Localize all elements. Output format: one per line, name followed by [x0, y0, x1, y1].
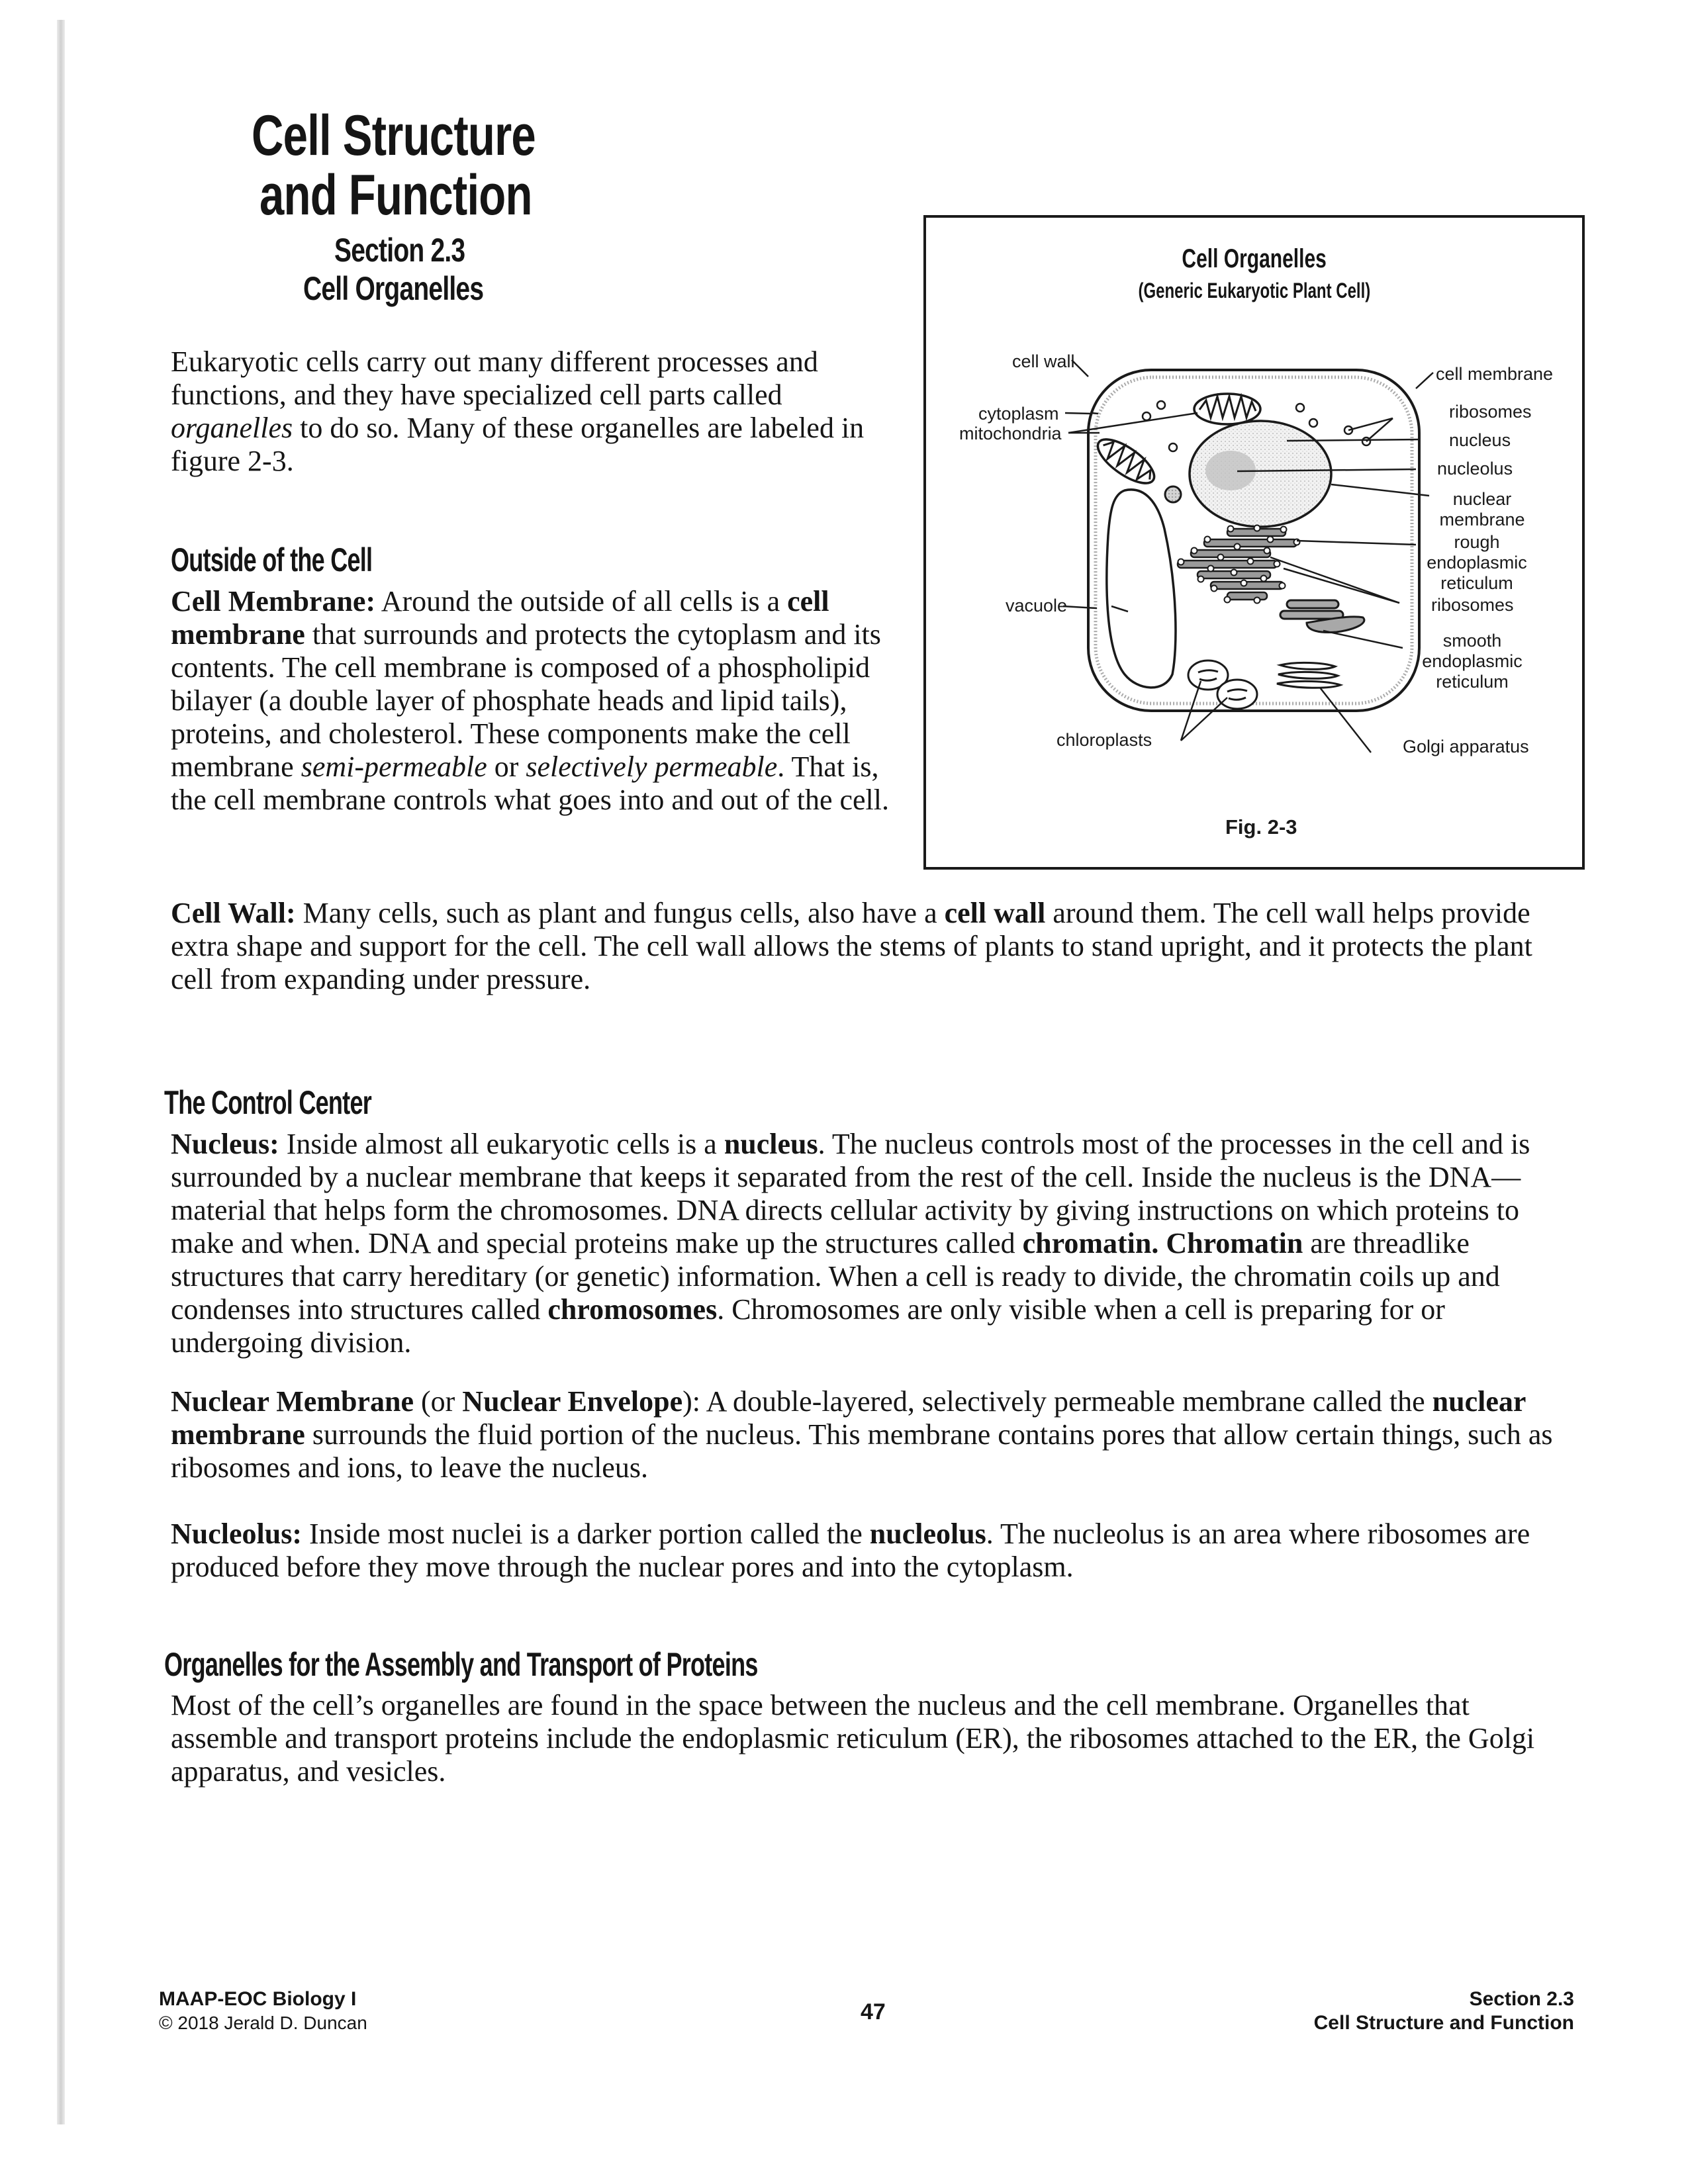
intro-text: Eukaryotic cells carry out many different processes and functions, and they have specialized cell parts called: [171, 345, 818, 411]
label-vacuole: vacuole: [1006, 596, 1068, 615]
protein-organelles-paragraph: Most of the cell’s organelles are found in the space between the nucleus and the cell membrane. Organelles that assemble and transport proteins include the endoplasmic reticulum (ER), the ribosomes attached to the ER, the Golgi apparatus, and vesicles.: [171, 1689, 1535, 1788]
page-title-line1: Cell Structure: [252, 104, 536, 167]
text: . That is, the cell membrane controls what goes into and out of the cell.: [171, 751, 890, 816]
text: . The nucleus controls most of the processes in the cell and is surrounded by a nuclear membrane that keeps it separated from the rest of the cell. Inside the nucleus is the DNA— material that helps form the chromosomes. DNA directs cellular activity by giving instructions on which proteins to make and when. DNA and special proteins make up the structures called: [171, 1128, 1530, 1259]
term-nucleus: Nucleus:: [171, 1128, 279, 1160]
label-rough-er: [1424, 532, 1530, 594]
italic-term: selectively permeable: [526, 751, 778, 783]
cell-wall-paragraph: [171, 897, 1581, 996]
text: ):: [682, 1385, 701, 1418]
bold-term: nucleus: [724, 1128, 818, 1160]
mitochondrion-top: [1194, 394, 1260, 424]
intro-text-2: to do so. Many of these organelles are labeled in figure 2-3.: [171, 412, 865, 477]
label-line: endoplasmic: [1427, 553, 1527, 572]
heading-outside-of-cell: Outside of the Cell: [171, 541, 373, 578]
bold-term: cell membrane: [171, 585, 829, 651]
label-line: nuclear: [1452, 489, 1512, 509]
bold-term: cell wall: [944, 897, 1046, 929]
nucleus-shape: [1190, 421, 1331, 527]
page-title-line2: and Function: [259, 163, 532, 227]
label-ribosomes-bottom: ribosomes: [1431, 595, 1514, 615]
footer-left: [159, 1987, 367, 2035]
text: are threadlike structures that carry hereditary (or genetic) information. When a cell is ready to divide, the chromatin coils up and condenses into structures called: [171, 1227, 1500, 1326]
text: or: [487, 751, 526, 783]
label-ribosomes-top: ribosomes: [1449, 402, 1532, 422]
golgi-apparatus: [1277, 662, 1340, 688]
figure-caption: Fig. 2-3: [1225, 815, 1297, 839]
footer-section: Section 2.3: [1469, 1988, 1574, 2010]
text: Inside most nuclei is a darker portion called the: [302, 1518, 870, 1550]
text: around them. The cell wall helps provide extra shape and support for the cell. The cell wall allows the stems of plants to stand upright, and it protects the plant cell from expanding under pressure.: [171, 897, 1532, 995]
text: Many cells, such as plant and fungus cells, also have a: [295, 897, 945, 929]
term-cell-wall: Cell Wall:: [171, 897, 296, 929]
label-line: reticulum: [1440, 573, 1513, 593]
figure-cell-organelles: [923, 215, 1585, 870]
figure-subtitle-text: (Generic Eukaryotic Plant Cell): [1138, 279, 1370, 302]
section-number: Section 2.3: [334, 232, 465, 269]
text: that surrounds and protects the cytoplasm and its contents. The cell membrane is composed of a phospholipid bilayer (a double layer of phosphate heads and lipid tails), proteins, and cholesterol. These components make the cell membrane: [171, 618, 881, 783]
label-nucleus: nucleus: [1449, 430, 1511, 450]
term-nuclear-membrane: Nuclear Membrane: [171, 1385, 414, 1418]
bold-term: chromatin.: [1022, 1227, 1159, 1259]
label-cell-wall: cell wall: [1012, 351, 1075, 371]
label-smooth-er: [1419, 631, 1525, 692]
intro-paragraph: [171, 345, 896, 478]
bold-term: Chromatin: [1166, 1227, 1303, 1259]
label-line: membrane: [1439, 510, 1525, 529]
label-golgi: Golgi apparatus: [1403, 737, 1529, 756]
section-title: Cell Organelles: [303, 270, 484, 307]
footer-chapter: Cell Structure and Function: [1313, 2012, 1574, 2034]
nucleus-paragraph: [171, 1128, 1581, 1359]
label-line: smooth: [1442, 631, 1502, 651]
heading-protein-organelles: Organelles for the Assembly and Transport of Proteins: [164, 1646, 758, 1683]
vesicle: [1165, 486, 1181, 502]
label-chloroplasts: chloroplasts: [1056, 730, 1152, 750]
term-nucleolus: Nucleolus:: [171, 1518, 302, 1550]
label-line: rough: [1454, 532, 1500, 552]
text: (or: [413, 1385, 463, 1418]
label-cell-membrane: cell membrane: [1436, 364, 1554, 384]
footer-copyright: © 2018 Jerald D. Duncan: [159, 2013, 367, 2033]
term-cell-membrane: Cell Membrane:: [171, 585, 376, 617]
scan-edge-artifact: [57, 20, 65, 2124]
footer-right: [1314, 1987, 1574, 2035]
italic-term: semi-permeable: [301, 751, 487, 783]
heading-control-center: The Control Center: [164, 1084, 372, 1121]
page-number: 47: [861, 1999, 886, 2025]
bold-term: nuclear membrane: [171, 1385, 1526, 1451]
intro-italic-term: organelles: [171, 412, 293, 444]
label-nuclear-membrane: [1429, 489, 1535, 530]
footer-book-title: MAAP-EOC Biology I: [159, 1988, 357, 2010]
label-line: endoplasmic: [1422, 651, 1523, 671]
text: . The nucleolus is an area where ribosomes are produced before they move through the nuclear pores and into the cytoplasm.: [171, 1518, 1530, 1583]
text: A double-layered, selectively permeable membrane called the: [700, 1385, 1432, 1418]
label-cytoplasm: cytoplasm: [978, 404, 1059, 424]
term-nuclear-envelope: Nuclear Envelope: [462, 1385, 683, 1418]
figure-title-text: Cell Organelles: [1182, 244, 1327, 273]
bold-term: chromosomes: [547, 1293, 718, 1326]
nucleolus-paragraph: [171, 1518, 1581, 1584]
label-nucleolus: nucleolus: [1437, 459, 1513, 478]
cell-membrane-paragraph: [171, 585, 896, 817]
text: Inside almost all eukaryotic cells is a: [279, 1128, 724, 1160]
text: [1158, 1227, 1166, 1259]
text: surrounds the fluid portion of the nucleus. This membrane contains pores that allow certain things, such as ribosomes and ions, to leave the nucleus.: [171, 1418, 1553, 1484]
nuclear-membrane-paragraph: [171, 1385, 1581, 1484]
bold-term: nucleolus: [869, 1518, 986, 1550]
label-line: reticulum: [1436, 672, 1509, 692]
chloroplast-2: [1217, 680, 1257, 709]
text: . Chromosomes are only visible when a cell is preparing for or undergoing division.: [171, 1293, 1445, 1359]
text: Around the outside of all cells is a: [375, 585, 788, 617]
label-mitochondria: mitochondria: [959, 424, 1062, 443]
